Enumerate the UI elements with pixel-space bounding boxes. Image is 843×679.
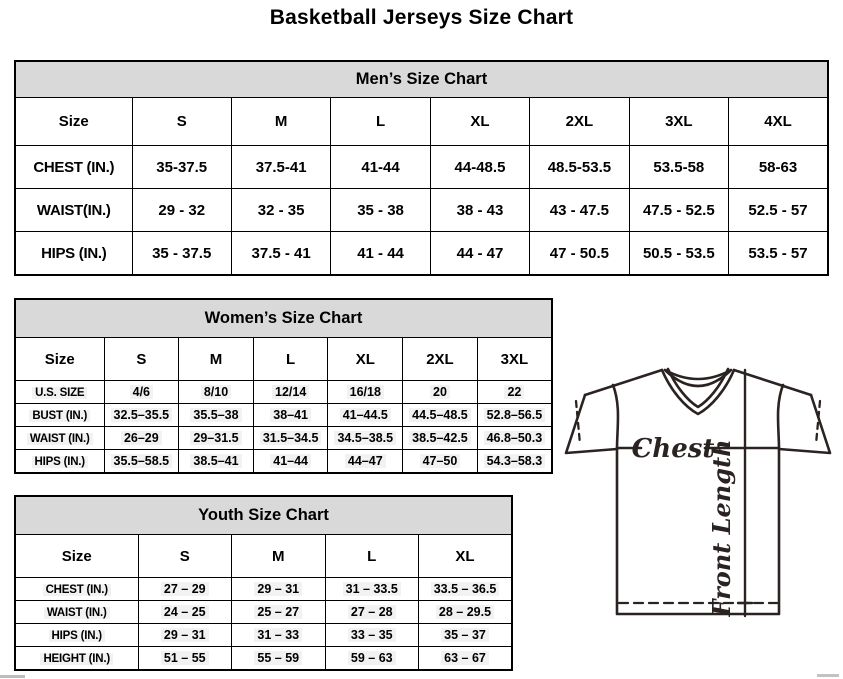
mens-value-cell: 37.5 - 41 — [231, 232, 330, 276]
womens-value-cell: 20 — [403, 381, 478, 404]
womens-value-cell: 31.5–34.5 — [253, 427, 328, 450]
jersey-left-sleeve — [566, 395, 617, 453]
mens-value-cell: 43 - 47.5 — [530, 189, 629, 232]
youth-value-cell: 33 – 35 — [325, 624, 419, 647]
jersey-right-sleeve — [779, 395, 830, 453]
mens-value-cell: 48.5-53.5 — [530, 146, 629, 189]
womens-size-chart-table — [14, 298, 553, 474]
mens-column-header: XL — [430, 98, 529, 146]
womens-column-header: Size — [15, 338, 104, 381]
womens-value-cell: 22 — [477, 381, 552, 404]
youth-value-cell: 59 – 63 — [325, 647, 419, 671]
page-title: Basketball Jerseys Size Chart — [269, 6, 574, 29]
horizontal-scrollbar-fragment-left[interactable] — [0, 675, 25, 678]
womens-value-cell: 44–47 — [328, 450, 403, 474]
womens-value-cell: 38–41 — [253, 404, 328, 427]
womens-column-header: XL — [328, 338, 403, 381]
jersey-left-armhole — [613, 385, 618, 449]
womens-value-cell: 35.5–38 — [179, 404, 254, 427]
jersey-left-shoulder — [585, 370, 662, 395]
youth-row-label: WAIST (IN.) — [15, 601, 138, 624]
mens-value-cell: 35 - 37.5 — [132, 232, 231, 276]
mens-column-header: S — [132, 98, 231, 146]
womens-value-cell: 34.5–38.5 — [328, 427, 403, 450]
womens-chart-title: Women’s Size Chart — [15, 299, 552, 338]
mens-value-cell: 32 - 35 — [231, 189, 330, 232]
youth-value-cell: 51 – 55 — [138, 647, 232, 671]
youth-value-cell: 28 – 29.5 — [419, 601, 513, 624]
womens-row-label: WAIST (IN.) — [15, 427, 104, 450]
jersey-right-armhole — [778, 385, 783, 449]
mens-row-label: CHEST (IN.) — [15, 146, 132, 189]
womens-value-cell: 52.8–56.5 — [477, 404, 552, 427]
mens-column-header: L — [331, 98, 430, 146]
mens-value-cell: 44 - 47 — [430, 232, 529, 276]
womens-value-cell: 16/18 — [328, 381, 403, 404]
youth-column-header: Size — [15, 535, 138, 578]
womens-column-header: M — [179, 338, 254, 381]
womens-value-cell: 44.5–48.5 — [403, 404, 478, 427]
mens-value-cell: 53.5 - 57 — [729, 232, 828, 276]
mens-value-cell: 44-48.5 — [430, 146, 529, 189]
youth-value-cell: 63 – 67 — [419, 647, 513, 671]
womens-row-label: U.S. SIZE — [15, 381, 104, 404]
mens-value-cell: 47.5 - 52.5 — [629, 189, 728, 232]
womens-value-cell: 46.8–50.3 — [477, 427, 552, 450]
womens-value-cell: 47–50 — [403, 450, 478, 474]
youth-value-cell: 27 – 28 — [325, 601, 419, 624]
womens-column-header: 3XL — [477, 338, 552, 381]
mens-chart-title: Men’s Size Chart — [15, 61, 828, 98]
mens-row-label: HIPS (IN.) — [15, 232, 132, 276]
mens-value-cell: 58-63 — [729, 146, 828, 189]
womens-value-cell: 35.5–58.5 — [104, 450, 179, 474]
youth-row-label: HIPS (IN.) — [15, 624, 138, 647]
mens-value-cell: 47 - 50.5 — [530, 232, 629, 276]
youth-value-cell: 29 – 31 — [138, 624, 232, 647]
mens-value-cell: 35-37.5 — [132, 146, 231, 189]
womens-value-cell: 29–31.5 — [179, 427, 254, 450]
mens-value-cell: 52.5 - 57 — [729, 189, 828, 232]
mens-value-cell: 53.5-58 — [629, 146, 728, 189]
jersey-measurement-diagram — [553, 356, 843, 634]
mens-value-cell: 50.5 - 53.5 — [629, 232, 728, 276]
womens-value-cell: 38.5–41 — [179, 450, 254, 474]
youth-value-cell: 55 – 59 — [232, 647, 326, 671]
mens-value-cell: 29 - 32 — [132, 189, 231, 232]
mens-column-header: 2XL — [530, 98, 629, 146]
mens-column-header: Size — [15, 98, 132, 146]
womens-column-header: S — [104, 338, 179, 381]
womens-value-cell: 32.5–35.5 — [104, 404, 179, 427]
womens-value-cell: 38.5–42.5 — [403, 427, 478, 450]
youth-column-header: XL — [419, 535, 513, 578]
womens-value-cell: 26–29 — [104, 427, 179, 450]
womens-value-cell: 12/14 — [253, 381, 328, 404]
chest-measure-label: Chest — [631, 434, 715, 464]
youth-size-chart-table — [14, 495, 513, 671]
youth-row-label: HEIGHT (IN.) — [15, 647, 138, 671]
womens-value-cell: 41–44.5 — [328, 404, 403, 427]
mens-column-header: 3XL — [629, 98, 728, 146]
youth-value-cell: 24 – 25 — [138, 601, 232, 624]
youth-column-header: M — [232, 535, 326, 578]
youth-value-cell: 33.5 – 36.5 — [419, 578, 513, 601]
youth-value-cell: 35 – 37 — [419, 624, 513, 647]
womens-value-cell: 41–44 — [253, 450, 328, 474]
mens-value-cell: 41 - 44 — [331, 232, 430, 276]
youth-column-header: S — [138, 535, 232, 578]
mens-value-cell: 35 - 38 — [331, 189, 430, 232]
youth-value-cell: 25 – 27 — [232, 601, 326, 624]
womens-row-label: HIPS (IN.) — [15, 450, 104, 474]
youth-column-header: L — [325, 535, 419, 578]
mens-value-cell: 41-44 — [331, 146, 430, 189]
mens-column-header: M — [231, 98, 330, 146]
womens-value-cell: 8/10 — [179, 381, 254, 404]
womens-row-label: BUST (IN.) — [15, 404, 104, 427]
youth-value-cell: 27 – 29 — [138, 578, 232, 601]
youth-chart-title: Youth Size Chart — [15, 496, 512, 535]
front-length-measure-label: Front Length — [707, 439, 736, 617]
mens-value-cell: 38 - 43 — [430, 189, 529, 232]
mens-value-cell: 37.5-41 — [231, 146, 330, 189]
mens-column-header: 4XL — [729, 98, 828, 146]
youth-row-label: CHEST (IN.) — [15, 578, 138, 601]
jersey-body-outline — [617, 449, 779, 614]
youth-value-cell: 31 – 33 — [232, 624, 326, 647]
womens-column-header: 2XL — [403, 338, 478, 381]
youth-value-cell: 29 – 31 — [232, 578, 326, 601]
mens-row-label: WAIST(IN.) — [15, 189, 132, 232]
youth-value-cell: 31 – 33.5 — [325, 578, 419, 601]
womens-value-cell: 4/6 — [104, 381, 179, 404]
horizontal-scrollbar-fragment-right[interactable] — [817, 674, 839, 677]
jersey-diagram-svg — [553, 356, 843, 634]
mens-size-chart-table — [14, 60, 829, 276]
womens-column-header: L — [253, 338, 328, 381]
womens-value-cell: 54.3–58.3 — [477, 450, 552, 474]
